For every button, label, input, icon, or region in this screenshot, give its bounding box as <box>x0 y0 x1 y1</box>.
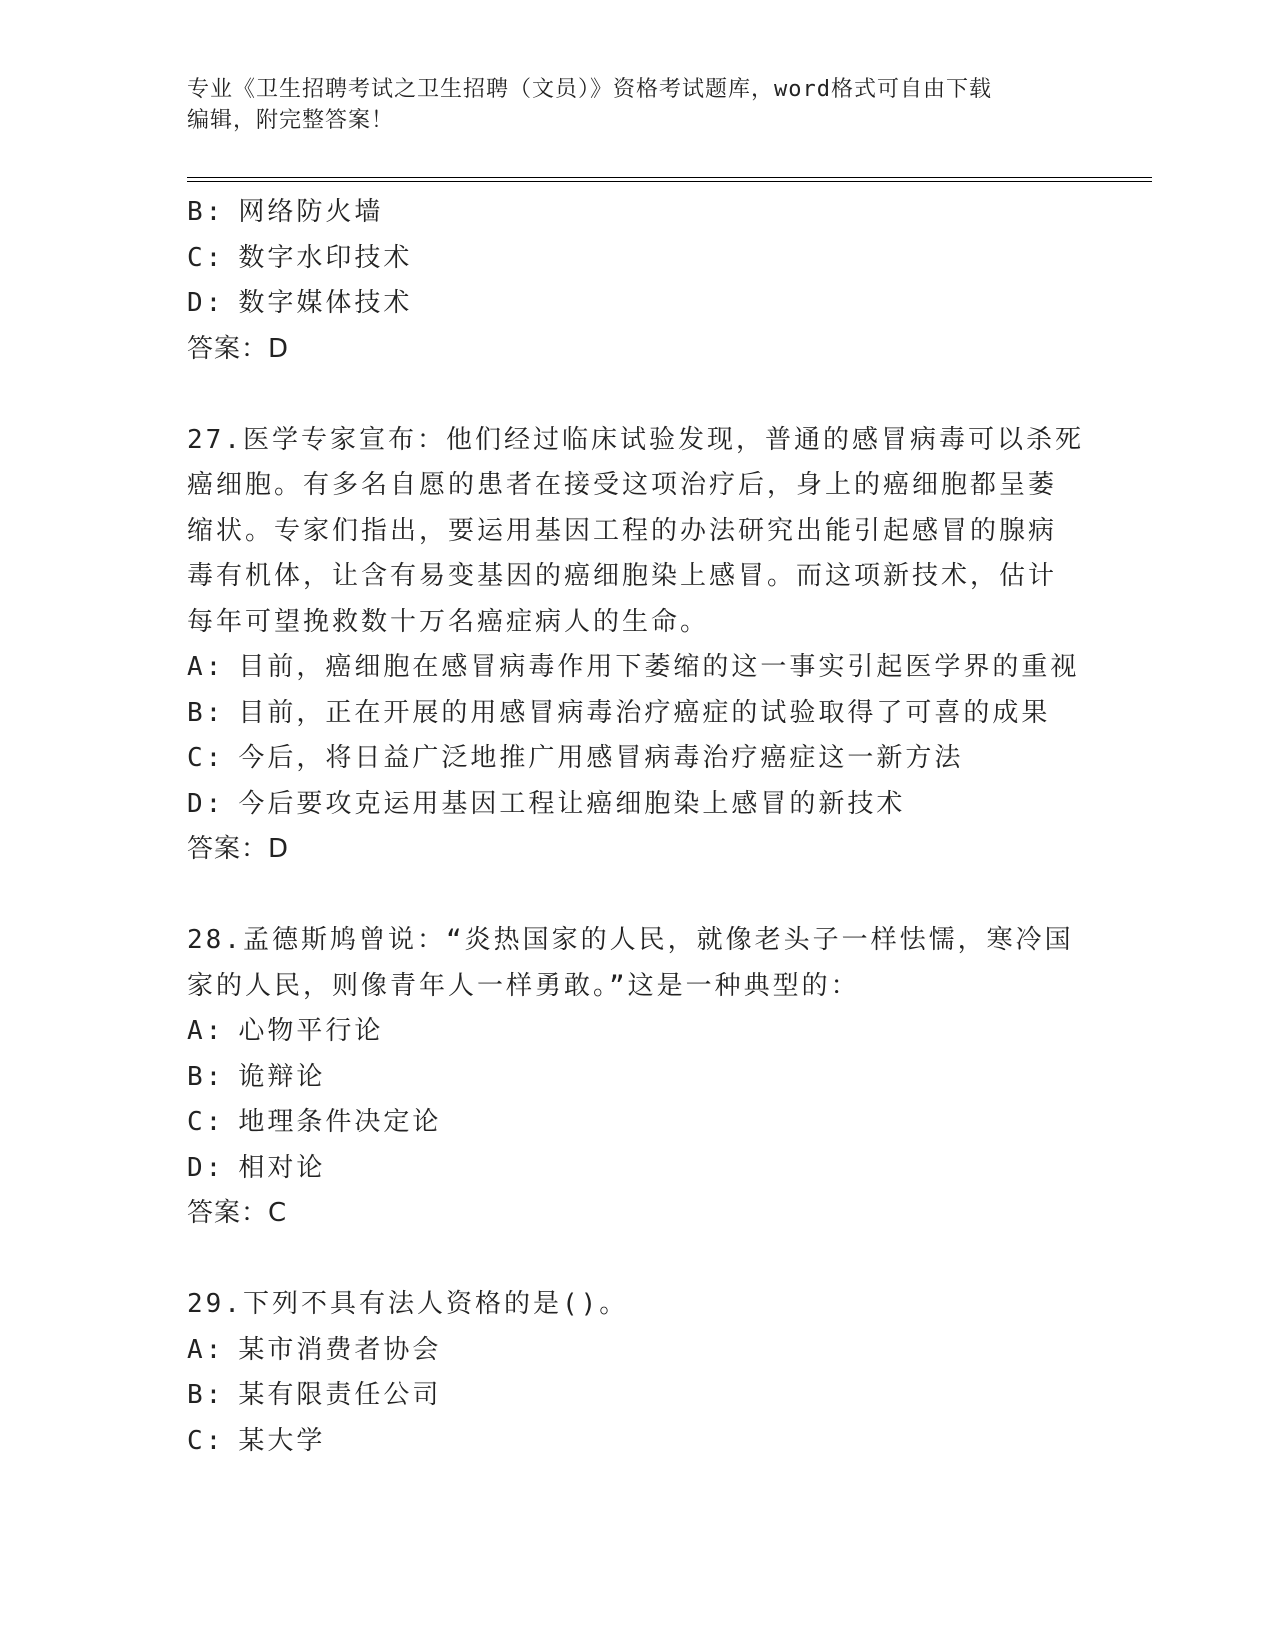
spacer <box>187 372 1087 418</box>
option-text: 诡辩论 <box>238 1061 326 1092</box>
option-letter: C: <box>187 743 225 773</box>
question-28 <box>187 918 1087 1237</box>
option-text: 网络防火墙 <box>238 197 384 227</box>
question-stem-line: 癌细胞。有多名自愿的患者在接受这项治疗后，身上的癌细胞都呈萎 <box>187 470 1058 500</box>
option-d <box>187 782 1087 828</box>
option-letter: D: <box>187 1152 225 1183</box>
option-letter: D: <box>187 788 225 819</box>
option-letter: B: <box>187 1380 225 1410</box>
option-text: 心物平行论 <box>238 1016 384 1046</box>
question-26-tail <box>187 190 1087 372</box>
header-line-1: 专业《卫生招聘考试之卫生招聘（文员）》资格考试题库，word格式可自由下载 <box>187 77 992 102</box>
option-a <box>187 1328 1087 1374</box>
option-a <box>187 645 1087 691</box>
option-text: 今后，将日益广泛地推广用感冒病毒治疗癌症这一新方法 <box>238 743 964 773</box>
question-29 <box>187 1282 1087 1464</box>
document-header <box>187 74 1067 136</box>
option-b <box>187 1373 1087 1419</box>
option-letter: B: <box>187 1061 225 1092</box>
option-c <box>187 236 1087 282</box>
option-c <box>187 1419 1087 1465</box>
option-text: 某市消费者协会 <box>238 1334 442 1365</box>
question-stem-line: 每年可望挽救数十万名癌症病人的生命。 <box>187 606 710 637</box>
option-text: 某大学 <box>238 1425 326 1456</box>
option-letter: A: <box>187 1334 225 1365</box>
header-divider-bottom <box>187 181 1152 182</box>
option-text: 今后要攻克运用基因工程让癌细胞染上感冒的新技术 <box>238 788 906 819</box>
option-letter: A: <box>187 1016 225 1046</box>
option-b <box>187 691 1087 737</box>
question-content <box>187 190 1087 1464</box>
option-text: 某有限责任公司 <box>238 1380 442 1410</box>
header-line-2: 编辑，附完整答案！ <box>187 108 395 133</box>
option-text: 目前，癌细胞在感冒病毒作用下萎缩的这一事实引起医学界的重视 <box>238 652 1080 682</box>
option-a <box>187 1009 1087 1055</box>
option-letter: C: <box>187 242 225 273</box>
spacer <box>187 873 1087 919</box>
option-c <box>187 736 1087 782</box>
question-stem-line: 28.孟德斯鸠曾说：“炎热国家的人民，就像老头子一样怯懦，寒冷国 <box>187 925 1074 955</box>
question-stem-line: 毒有机体，让含有易变基因的癌细胞染上感冒。而这项新技术，估计 <box>187 561 1058 591</box>
option-letter: C: <box>187 1107 225 1137</box>
option-letter: B: <box>187 697 225 728</box>
answer-line: 答案：D <box>187 333 290 364</box>
option-text: 目前，正在开展的用感冒病毒治疗癌症的试验取得了可喜的成果 <box>238 697 1051 728</box>
option-b <box>187 1055 1087 1101</box>
option-c <box>187 1100 1087 1146</box>
option-letter: C: <box>187 1425 225 1456</box>
option-d <box>187 281 1087 327</box>
header-divider-top <box>187 177 1152 178</box>
question-stem-line: 27.医学专家宣布：他们经过临床试验发现，普通的感冒病毒可以杀死 <box>187 424 1084 455</box>
option-letter: D: <box>187 288 225 318</box>
option-letter: B: <box>187 197 225 227</box>
option-text: 地理条件决定论 <box>238 1107 442 1137</box>
option-text: 相对论 <box>238 1152 326 1183</box>
option-text: 数字水印技术 <box>238 242 413 273</box>
question-27 <box>187 418 1087 873</box>
question-stem-line: 29.下列不具有法人资格的是()。 <box>187 1289 629 1319</box>
answer-line: 答案：C <box>187 1198 288 1228</box>
answer-line: 答案：D <box>187 834 290 864</box>
option-d <box>187 1146 1087 1192</box>
question-stem-line: 缩状。专家们指出，要运用基因工程的办法研究出能引起感冒的腺病 <box>187 515 1058 546</box>
option-text: 数字媒体技术 <box>238 288 413 318</box>
option-letter: A: <box>187 652 225 682</box>
spacer <box>187 1237 1087 1283</box>
option-b <box>187 190 1087 236</box>
question-stem-line: 家的人民，则像青年人一样勇敢。”这是一种典型的： <box>187 970 860 1001</box>
